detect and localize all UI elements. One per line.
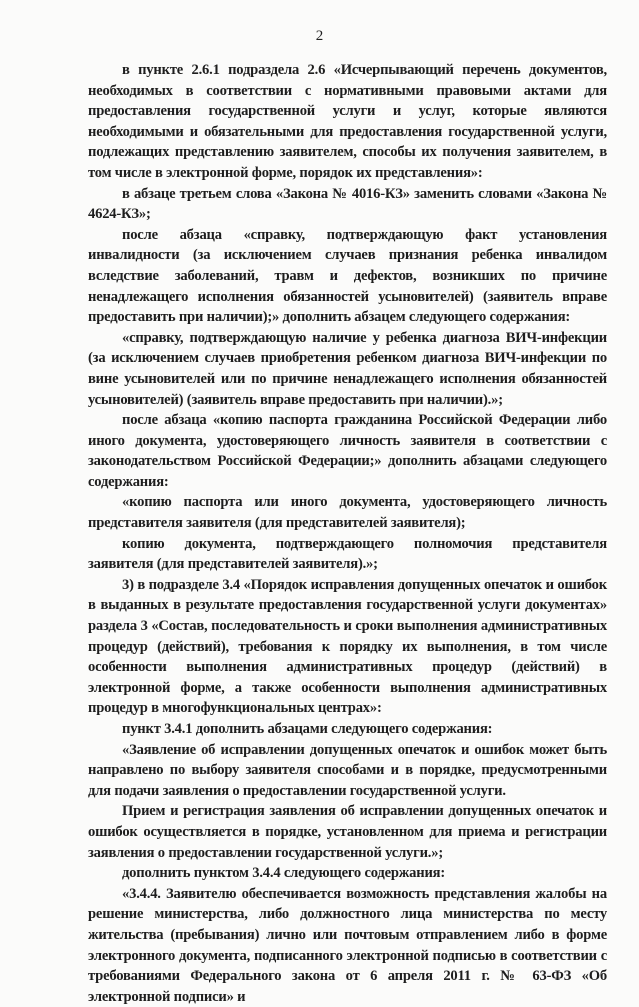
paragraph-12: дополнить пунктом 3.4.4 следующего содержания: xyxy=(122,865,446,882)
paragraph-13: «3.4.4. Заявителю обеспечивается возможность представления жалобы на решение министерства, либо должностного лица министерства по месту жительства (пребывания) лично или почтовым отправлением либо в форме электронного документа, подписанного электронной подписью в соответствии с требованиями Федерального закона от 6 апреля 2011 г. № 63-ФЗ «Об электронной подписи» и xyxy=(88,885,607,1005)
page-number: 2 xyxy=(315,28,324,44)
paragraph-11: Прием и регистрация заявления об исправлении допущенных опечаток и ошибок осуществляется в порядке, установленном для приема и регистрации заявления о предоставлении государственной услуги.»; xyxy=(88,803,607,861)
paragraph-1: в пункте 2.6.1 подраздела 2.6 «Исчерпывающий перечень документов, необходимых в соответствии с нормативными правовыми актами для предоставления государственной услуги и услуг, которые являются необходимыми и обязательными для предоставления государственной услуги, подлежащих представлению заявителем, способы их получения заявителем, в том числе в электронной форме, порядок их представления»: xyxy=(88,62,607,181)
document-body xyxy=(88,60,607,1007)
paragraph-2: в абзаце третьем слова «Закона № 4016-КЗ» заменить словами «Закона № 4624-КЗ»; xyxy=(88,185,607,223)
paragraph-10: «Заявление об исправлении допущенных опечаток и ошибок может быть направлено по выбору заявителя способами и в порядке, предусмотренными для подачи заявления о предоставлении государственной услуги. xyxy=(88,741,607,799)
paragraph-7: копию документа, подтверждающего полномочия представителя заявителя (для представителей заявителя).»; xyxy=(88,535,607,573)
paragraph-9: пункт 3.4.1 дополнить абзацами следующего содержания: xyxy=(122,721,493,737)
paragraph-3: после абзаца «справку, подтверждающую факт установления инвалидности (за исключением случаев признания ребенка инвалидом вследствие заболеваний, травм и дефектов, возникших по причине ненадлежащего исполнения обязанностей усыновителей) (заявитель вправе предоставить при наличии);» дополнить абзацем следующего содержания: xyxy=(88,226,607,326)
paragraph-6: «копию паспорта или иного документа, удостоверяющего личность представителя заявителя (для представителей заявителя); xyxy=(88,494,607,532)
paragraph-8: 3) в подразделе 3.4 «Порядок исправления допущенных опечаток и ошибок в выданных в результате предоставления государственной услуги документах» раздела 3 «Состав, последовательность и сроки выполнения административных процедур (действий), требования к порядку их выполнения, в том числе особенности выполнения административных процедур (действий) в электронной форме, а также особенности выполнения административных процедур в многофункциональных центрах»: xyxy=(88,576,607,717)
paragraph-5: после абзаца «копию паспорта гражданина Российской Федерации либо иного документа, удостоверяющего личность заявителя в соответствии с законодательством Российской Федерации;» дополнить абзацами следующего содержания: xyxy=(88,412,607,490)
paragraph-4: «справку, подтверждающую наличие у ребенка диагноза ВИЧ-инфекции (за исключением случаев приобретения ребенком диагноза ВИЧ-инфекции по вине усыновителей или по причине ненадлежащего исполнения обязанностей усыновителей) (заявитель вправе предоставить при наличии).»; xyxy=(88,329,607,408)
